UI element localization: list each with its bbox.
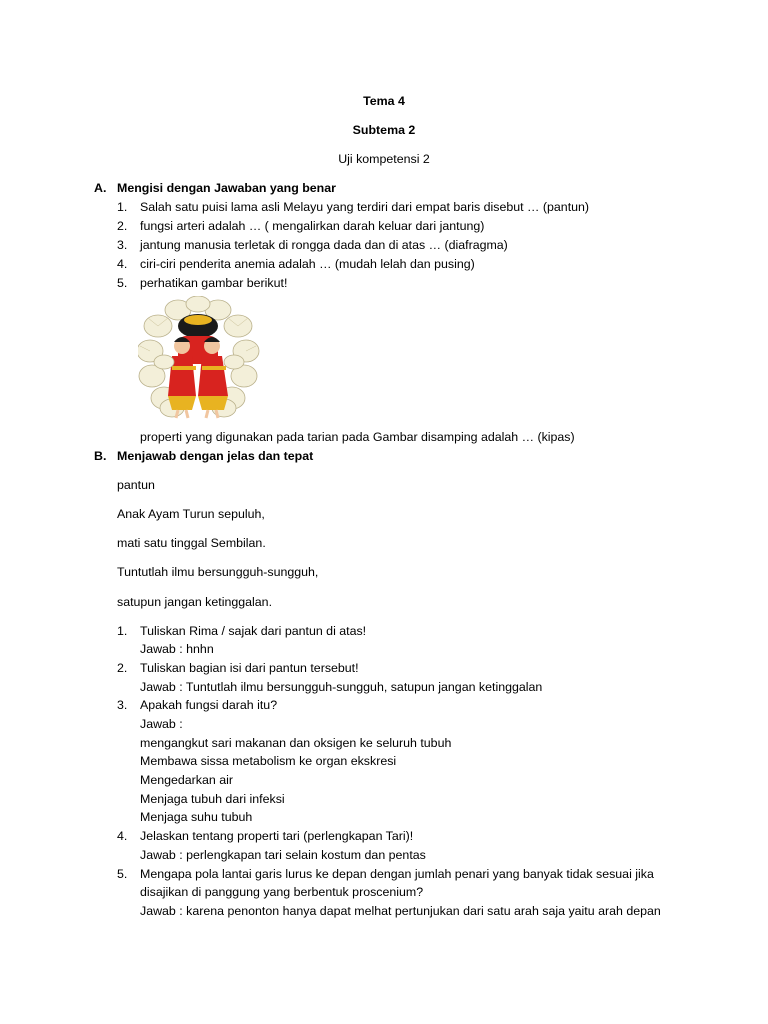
a-item-num: 4.	[117, 257, 128, 271]
section-b-letter: B.	[94, 449, 107, 463]
tema-heading: Tema 4	[363, 94, 405, 108]
b-item-num: 1.	[117, 624, 128, 638]
subtema-heading: Subtema 2	[352, 123, 416, 137]
fan-dancers-illustration	[138, 296, 260, 422]
uji-heading: Uji kompetensi 2	[338, 152, 430, 166]
b-item-num: 3.	[117, 698, 128, 712]
b-item-answer: Membawa sissa metabolism ke organ ekskresi	[140, 754, 397, 768]
a-item-text: jantung manusia terletak di rongga dada dan di atas … (diafragma)	[140, 238, 508, 252]
a-item-num: 5.	[117, 276, 128, 290]
a-item-text: ciri-ciri penderita anemia adalah … (mudah lelah dan pusing)	[140, 257, 475, 271]
b-item-answer: Jawab : perlengkapan tari selain kostum dan pentas	[140, 848, 426, 862]
b-item-answer: mengangkut sari makanan dan oksigen ke seluruh tubuh	[140, 736, 452, 750]
b-item-answer: Jawab : Tuntutlah ilmu bersungguh-sungguh, satupun jangan ketinggalan	[140, 680, 543, 694]
b-item-question: Tuliskan bagian isi dari pantun tersebut!	[140, 661, 359, 675]
b-item-num: 4.	[117, 829, 128, 843]
section-a-letter: A.	[94, 181, 107, 195]
a-item-text: fungsi arteri adalah … ( mengalirkan darah keluar dari jantung)	[140, 219, 485, 233]
pantun-line: Anak Ayam Turun sepuluh,	[117, 507, 265, 521]
a-item-num: 1.	[117, 200, 128, 214]
pantun-line: Tuntutlah ilmu bersungguh-sungguh,	[117, 565, 319, 579]
section-b-title: Menjawab dengan jelas dan tepat	[117, 449, 314, 463]
b-item-answer: Jawab : karena penonton hanya dapat melhat pertunjukan dari satu arah saja yaitu arah depan	[140, 904, 661, 918]
a-item-num: 3.	[117, 238, 128, 252]
pantun-label: pantun	[117, 478, 155, 492]
b-item-question: Tuliskan Rima / sajak dari pantun di atas!	[140, 624, 367, 638]
pantun-line: satupun jangan ketinggalan.	[117, 595, 273, 609]
a-item-num: 2.	[117, 219, 128, 233]
b-item-question: Jelaskan tentang properti tari (perlengkapan Tari)!	[140, 829, 414, 843]
pantun-line: mati satu tinggal Sembilan.	[117, 536, 266, 550]
b-item-answer: Menjaga tubuh dari infeksi	[140, 792, 285, 806]
b-item-num: 5.	[117, 867, 128, 881]
a-item-text: Salah satu puisi lama asli Melayu yang terdiri dari empat baris disebut … (pantun)	[140, 200, 590, 214]
b-item-question: Apakah fungsi darah itu?	[140, 698, 278, 712]
b-item-answer: Mengedarkan air	[140, 773, 233, 787]
b-item-question: disajikan di panggung yang berbentuk proscenium?	[140, 885, 424, 899]
b-item-num: 2.	[117, 661, 128, 675]
section-a-title: Mengisi dengan Jawaban yang benar	[117, 181, 336, 195]
b-item-answer: Jawab : hnhn	[140, 642, 214, 656]
b-item-question: Mengapa pola lantai garis lurus ke depan dengan jumlah penari yang banyak tidak sesuai jika	[140, 867, 654, 881]
a-item-text: perhatikan gambar berikut!	[140, 276, 288, 290]
image-caption: properti yang digunakan pada tarian pada Gambar disamping adalah … (kipas)	[140, 430, 575, 444]
b-item-answer: Menjaga suhu tubuh	[140, 810, 253, 824]
b-item-answer: Jawab :	[140, 717, 183, 731]
